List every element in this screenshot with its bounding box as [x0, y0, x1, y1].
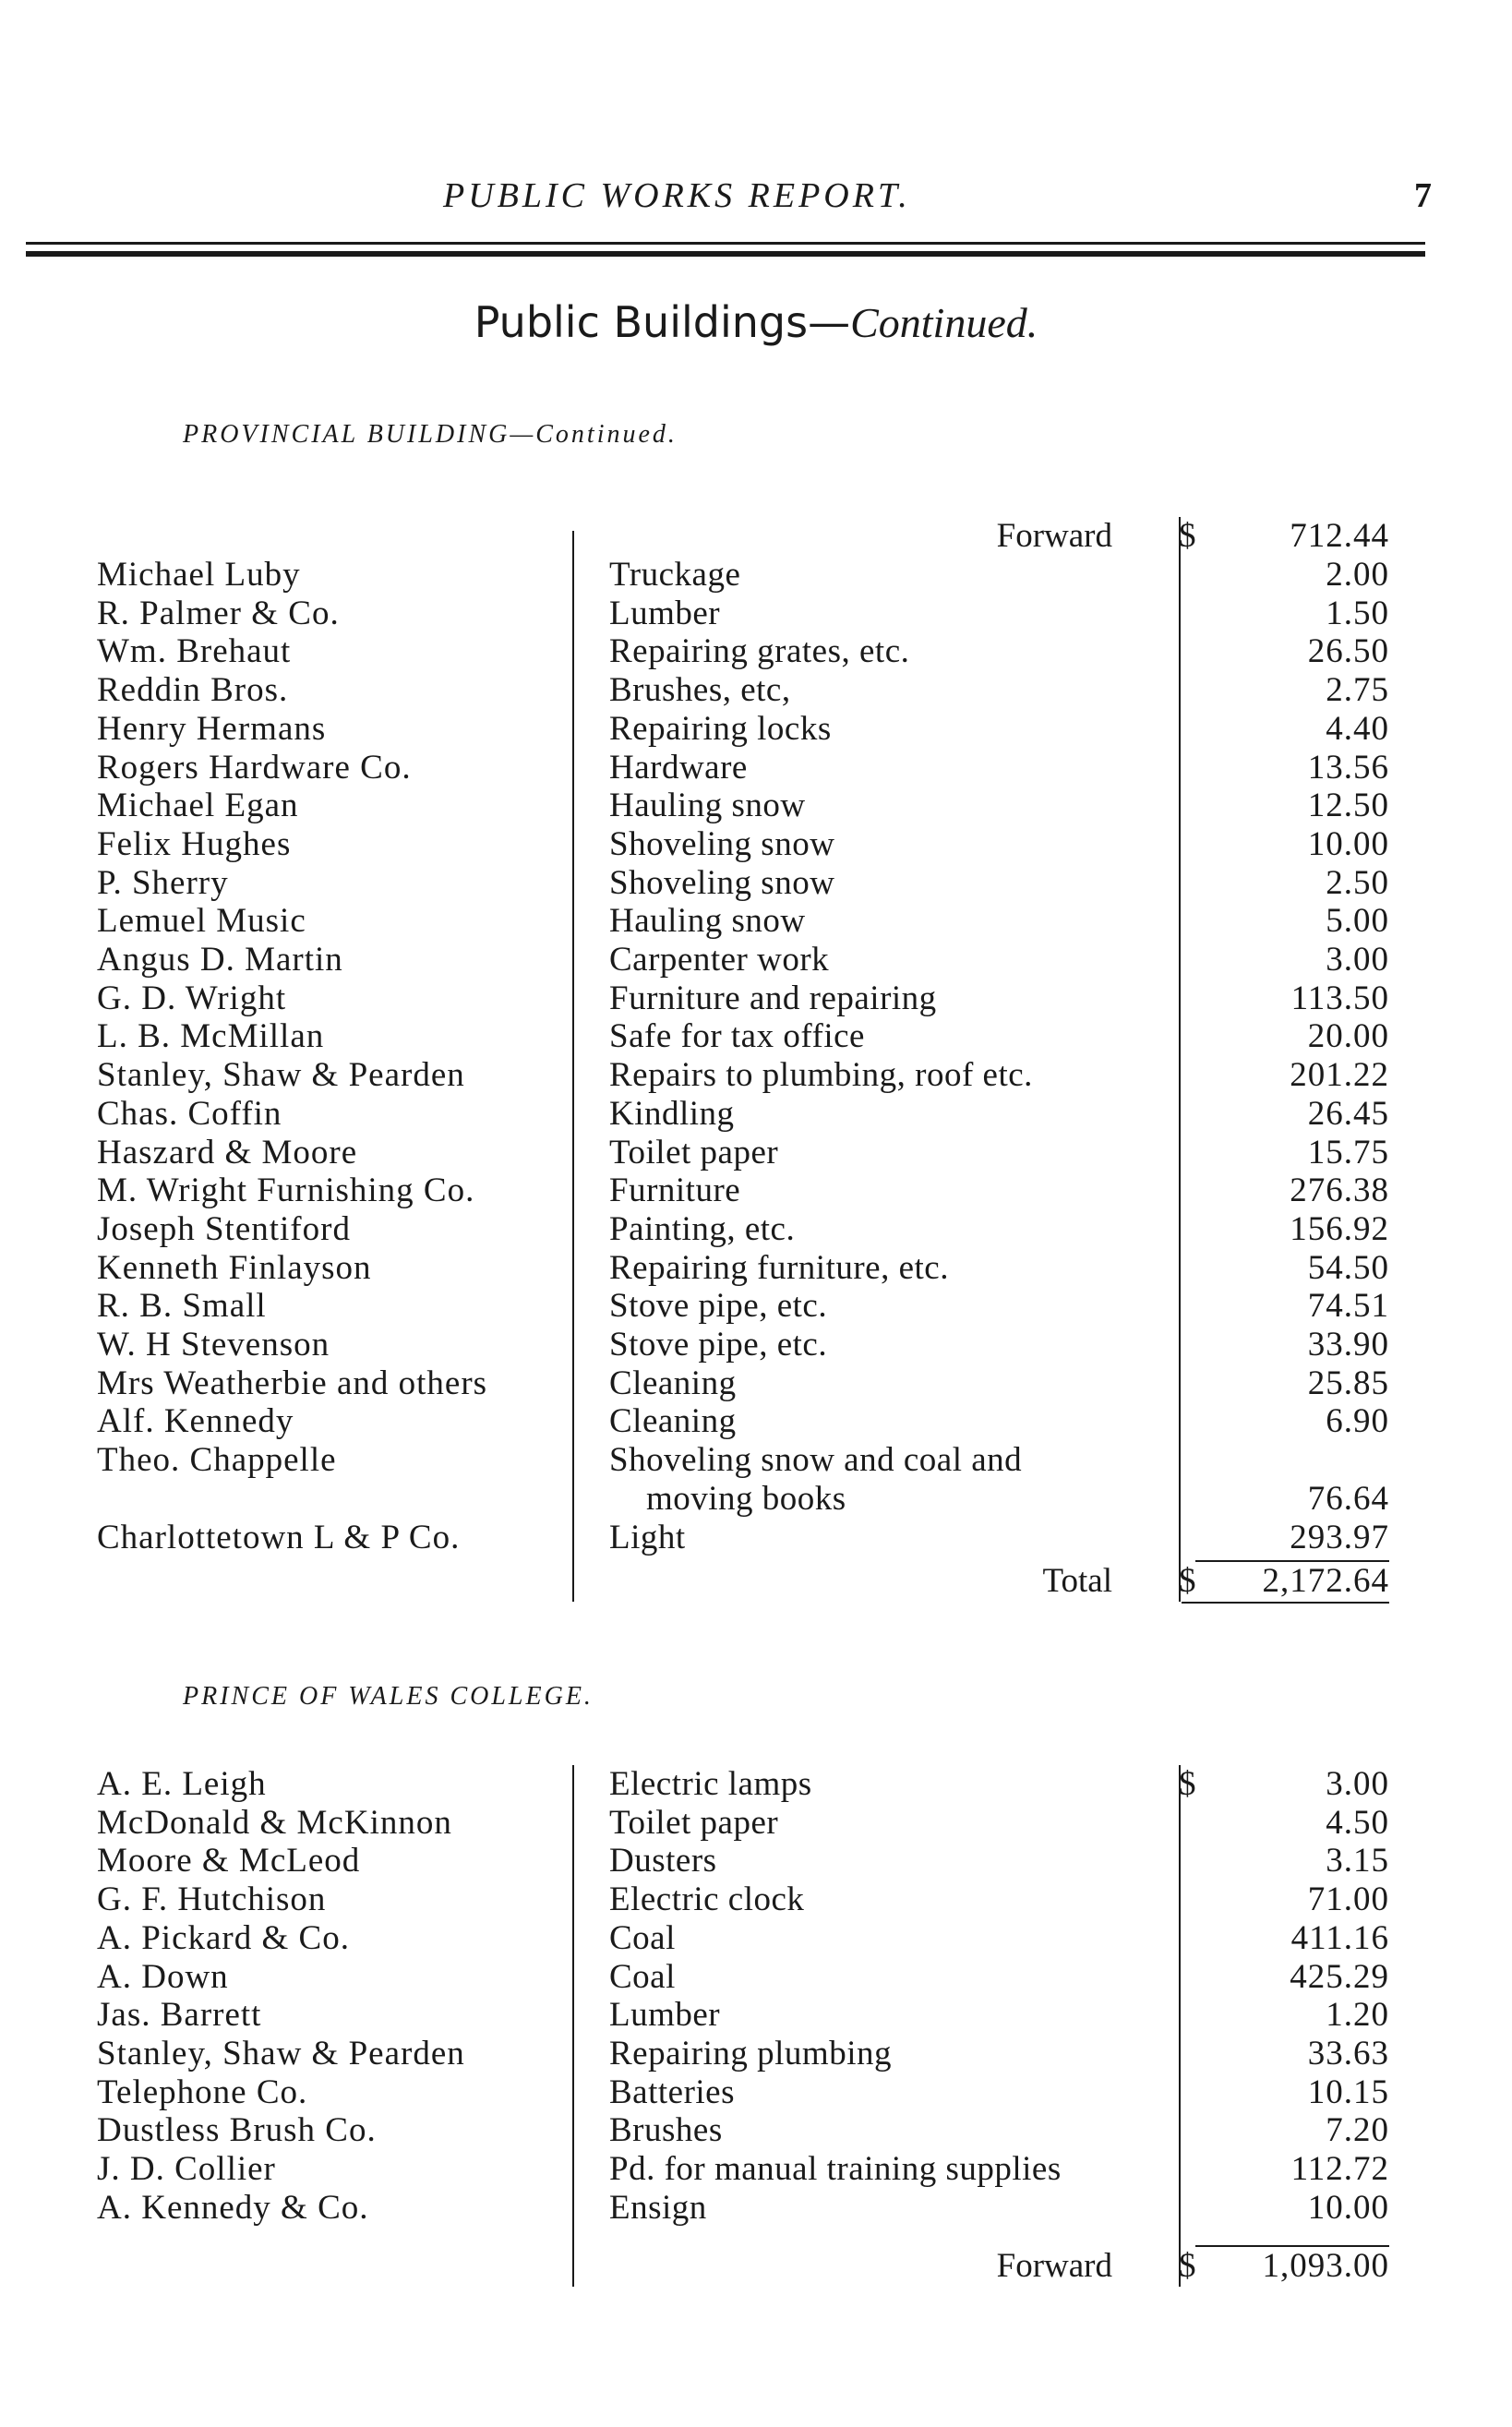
currency-sign: $	[1179, 2247, 1196, 2285]
item-amount: 13.56	[1307, 748, 1389, 787]
payee-name: Alf. Kennedy	[97, 1402, 294, 1441]
item-description: Repairing grates, etc.	[609, 632, 910, 671]
ledger-row	[97, 632, 1389, 671]
payee-name: Rogers Hardware Co.	[97, 748, 412, 787]
ledger-row	[97, 864, 1389, 903]
item-amount: 20.00	[1307, 1017, 1389, 1056]
total-underline	[1182, 1602, 1389, 1604]
item-description: Electric lamps	[609, 1765, 812, 1803]
ledger-row	[97, 1287, 1389, 1326]
item-description: Cleaning	[609, 1402, 737, 1441]
item-description: Safe for tax office	[609, 1017, 865, 1056]
payee-name: W. H Stevenson	[97, 1326, 330, 1364]
item-amount: 26.50	[1307, 632, 1389, 671]
payee-name: Kenneth Finlayson	[97, 1248, 372, 1287]
item-amount: 112.72	[1290, 2150, 1389, 2188]
item-amount: 7.20	[1326, 2111, 1389, 2150]
forward-label: Forward	[996, 2247, 1112, 2285]
forward-amount: 1,093.00	[1262, 2247, 1389, 2285]
ledger-row	[97, 595, 1389, 633]
ledger-row	[97, 1326, 1389, 1364]
ledger-row	[97, 941, 1389, 979]
payee-name: Dustless Brush Co.	[97, 2111, 377, 2150]
ledger-row	[97, 902, 1389, 941]
item-amount: 33.63	[1307, 2034, 1389, 2073]
ledger-row	[97, 1519, 1389, 1557]
item-description: Lumber	[609, 594, 721, 632]
item-amount: 15.75	[1307, 1133, 1389, 1171]
item-description: Shoveling snow and coal and	[609, 1441, 1023, 1480]
ledger-row	[97, 1210, 1389, 1249]
item-description: Repairing plumbing	[609, 2034, 892, 2073]
item-amount: 113.50	[1290, 979, 1389, 1017]
payee-name: A. Kennedy & Co.	[97, 2188, 369, 2227]
item-amount: 12.50	[1307, 787, 1389, 825]
item-amount: 1.20	[1326, 1996, 1389, 2035]
item-amount: 293.97	[1290, 1518, 1389, 1556]
item-description: Coal	[609, 1918, 676, 1957]
payee-name: L. B. McMillan	[97, 1017, 325, 1056]
ledger-row	[97, 1441, 1389, 1480]
payee-name: Henry Hermans	[97, 709, 327, 748]
ledger-row	[97, 2111, 1389, 2150]
item-description: Carpenter work	[609, 941, 830, 979]
payee-name: Joseph Stentiford	[97, 1209, 351, 1248]
item-amount: 25.85	[1307, 1364, 1389, 1402]
ledger-row	[97, 1804, 1389, 1843]
total-row	[97, 1562, 1389, 1601]
payee-name: Moore & McLeod	[97, 1842, 361, 1880]
item-amount: 10.00	[1307, 2188, 1389, 2227]
section-title-prince-of-wales-college: PRINCE OF WALES COLLEGE.	[183, 1682, 594, 1711]
payee-name: J. D. Collier	[97, 2150, 276, 2188]
item-description: Hardware	[609, 748, 748, 787]
ledger-row	[97, 556, 1389, 595]
ledger-row	[97, 1056, 1389, 1095]
item-description: Pd. for manual training supplies	[609, 2150, 1062, 2188]
payee-name: Mrs Weatherbie and others	[97, 1364, 488, 1402]
item-amount: 10.15	[1307, 2073, 1389, 2111]
running-header: PUBLIC WORKS REPORT.	[443, 176, 911, 215]
prince-of-wales-college-table	[97, 1765, 1389, 2287]
ledger-row	[97, 825, 1389, 864]
item-description: Toilet paper	[609, 1803, 779, 1842]
payee-name: Theo. Chappelle	[97, 1441, 337, 1480]
total-amount: 2,172.64	[1262, 1562, 1389, 1600]
forward-row	[97, 2247, 1389, 2286]
item-description: Furniture and repairing	[609, 979, 937, 1017]
item-description: Truckage	[609, 556, 741, 594]
ledger-row	[97, 1249, 1389, 1288]
ledger-row	[97, 2150, 1389, 2189]
payee-name: McDonald & McKinnon	[97, 1803, 452, 1842]
page-number: 7	[1414, 176, 1432, 215]
ledger-row	[97, 2035, 1389, 2073]
item-description: Shoveling snow	[609, 863, 835, 902]
ledger-row	[97, 1958, 1389, 1997]
item-description: Light	[609, 1518, 686, 1556]
ledger-row	[97, 671, 1389, 710]
currency-sign: $	[1179, 1765, 1196, 1803]
currency-sign: $	[1179, 517, 1196, 555]
item-amount: 4.40	[1326, 709, 1389, 748]
payee-name: A. Down	[97, 1957, 229, 1996]
item-description: Hauling snow	[609, 787, 806, 825]
payee-name: Charlottetown L & P Co.	[97, 1518, 461, 1556]
payee-name: Jas. Barrett	[97, 1996, 262, 2035]
forward-row	[97, 517, 1389, 556]
item-amount: 33.90	[1307, 1326, 1389, 1364]
ledger-row	[97, 1364, 1389, 1403]
page-title-continued: Continued.	[850, 299, 1038, 346]
item-amount: 411.16	[1290, 1918, 1389, 1957]
item-description: Batteries	[609, 2073, 736, 2111]
item-description: Electric clock	[609, 1880, 805, 1919]
item-description: Painting, etc.	[609, 1209, 796, 1248]
item-amount: 2.75	[1326, 671, 1389, 710]
section-title-provincial-building: PROVINCIAL BUILDING—Continued.	[183, 420, 678, 449]
item-amount: 74.51	[1307, 1287, 1389, 1326]
ledger-row	[97, 1134, 1389, 1172]
item-amount: 1.50	[1326, 594, 1389, 632]
item-description: Ensign	[609, 2188, 707, 2227]
payee-name: G. F. Hutchison	[97, 1880, 327, 1919]
item-description: Stove pipe, etc.	[609, 1326, 828, 1364]
payee-name: Felix Hughes	[97, 824, 292, 863]
item-amount: 5.00	[1326, 902, 1389, 941]
ledger-row	[97, 1171, 1389, 1210]
item-description: Lumber	[609, 1996, 721, 2035]
item-description: Repairing furniture, etc.	[609, 1248, 949, 1287]
item-amount: 26.45	[1307, 1094, 1389, 1133]
payee-name: Stanley, Shaw & Pearden	[97, 2034, 465, 2073]
item-description: Toilet paper	[609, 1133, 779, 1171]
item-amount: 156.92	[1290, 1209, 1389, 1248]
ledger-row	[97, 2189, 1389, 2228]
item-amount: 2.50	[1326, 863, 1389, 902]
item-amount: 2.00	[1326, 556, 1389, 594]
ledger-row	[97, 749, 1389, 787]
item-amount: 3.15	[1326, 1842, 1389, 1880]
item-description: Cleaning	[609, 1364, 737, 1402]
ledger-row	[97, 1017, 1389, 1056]
ledger-row	[97, 1919, 1389, 1958]
item-description: Repairs to plumbing, roof etc.	[609, 1056, 1033, 1095]
currency-sign: $	[1179, 1562, 1196, 1600]
total-label: Total	[1042, 1562, 1112, 1600]
ledger-row	[97, 1095, 1389, 1134]
payee-name: Telephone Co.	[97, 2073, 308, 2111]
header-rule-thick	[26, 251, 1425, 257]
payee-name: R. B. Small	[97, 1287, 267, 1326]
payee-name: Michael Egan	[97, 787, 299, 825]
item-description: Brushes, etc,	[609, 671, 791, 710]
ledger-row	[97, 1402, 1389, 1441]
item-amount: 276.38	[1290, 1171, 1389, 1210]
item-amount: 10.00	[1307, 824, 1389, 863]
item-description: Stove pipe, etc.	[609, 1287, 828, 1326]
payee-name: Michael Luby	[97, 556, 301, 594]
forward-label: Forward	[996, 517, 1112, 555]
payee-name: A. E. Leigh	[97, 1765, 267, 1803]
payee-name: Wm. Brehaut	[97, 632, 292, 671]
item-amount: 201.22	[1290, 1056, 1389, 1095]
item-amount: 425.29	[1290, 1957, 1389, 1996]
item-amount: 71.00	[1307, 1880, 1389, 1919]
payee-name: P. Sherry	[97, 863, 229, 902]
ledger-row	[97, 787, 1389, 825]
item-description: Coal	[609, 1957, 676, 1996]
header-rule-thin	[26, 242, 1425, 245]
item-amount: 3.00	[1326, 941, 1389, 979]
ledger-row	[97, 1480, 1389, 1519]
ledger-row	[97, 2073, 1389, 2112]
payee-name: Angus D. Martin	[97, 941, 343, 979]
item-description: moving books	[646, 1479, 846, 1518]
payee-name: M. Wright Furnishing Co.	[97, 1171, 475, 1210]
forward-amount: 712.44	[1290, 517, 1389, 555]
provincial-building-table	[97, 508, 1389, 1602]
payee-name: G. D. Wright	[97, 979, 287, 1017]
payee-name: Lemuel Music	[97, 902, 306, 941]
ledger-row	[97, 1880, 1389, 1919]
item-amount: 3.00	[1326, 1765, 1389, 1803]
item-description: Furniture	[609, 1171, 741, 1210]
payee-name: Reddin Bros.	[97, 671, 289, 710]
ledger-row	[97, 1842, 1389, 1880]
item-amount: 6.90	[1326, 1402, 1389, 1441]
item-description: Shoveling snow	[609, 824, 835, 863]
ledger-row	[97, 1765, 1389, 1804]
item-description: Dusters	[609, 1842, 717, 1880]
payee-name: Haszard & Moore	[97, 1133, 358, 1171]
payee-name: A. Pickard & Co.	[97, 1918, 350, 1957]
payee-name: Stanley, Shaw & Pearden	[97, 1056, 465, 1095]
item-amount: 54.50	[1307, 1248, 1389, 1287]
ledger-row	[97, 979, 1389, 1018]
page-title	[0, 297, 1512, 347]
ledger-row	[97, 710, 1389, 749]
payee-name: Chas. Coffin	[97, 1094, 282, 1133]
item-amount: 76.64	[1307, 1479, 1389, 1518]
item-description: Hauling snow	[609, 902, 806, 941]
item-description: Repairing locks	[609, 709, 832, 748]
item-description: Brushes	[609, 2111, 723, 2150]
page-title-text: Public Buildings—	[474, 297, 851, 347]
ledger-row	[97, 1996, 1389, 2035]
payee-name: R. Palmer & Co.	[97, 594, 340, 632]
item-description: Kindling	[609, 1094, 735, 1133]
item-amount: 4.50	[1326, 1803, 1389, 1842]
